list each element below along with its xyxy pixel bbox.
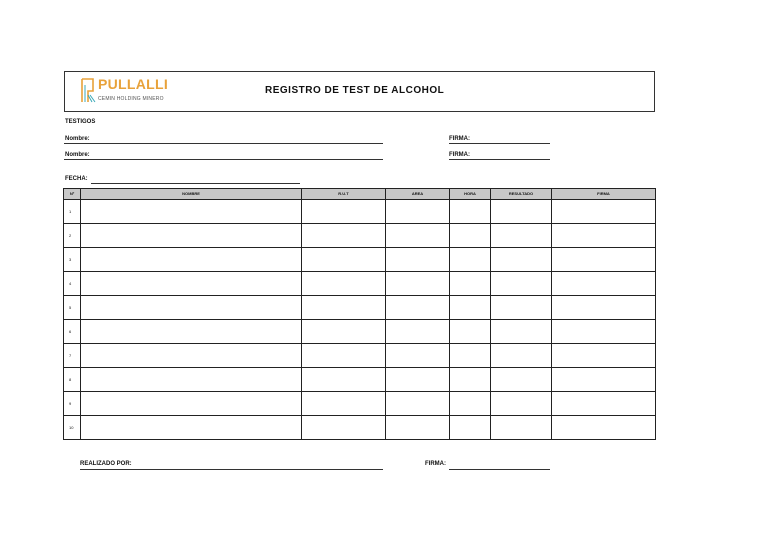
column-header-area: AREA (386, 189, 450, 200)
logo-name: PULLALLI (98, 76, 169, 92)
pullalli-logo-icon (81, 77, 96, 104)
table-header-row (64, 189, 656, 200)
table-row (64, 200, 656, 224)
signature-cell[interactable] (552, 344, 656, 368)
rut-cell[interactable] (302, 272, 386, 296)
result-cell[interactable] (491, 368, 552, 392)
performed-by-line[interactable] (80, 469, 383, 470)
witness-2-signature-line[interactable] (449, 159, 550, 160)
witness-2-signature-label: FIRMA: (449, 152, 470, 158)
table-row (64, 296, 656, 320)
area-cell[interactable] (386, 248, 450, 272)
area-cell[interactable] (386, 344, 450, 368)
column-header-signature: FIRMA (552, 189, 656, 200)
rut-cell[interactable] (302, 248, 386, 272)
result-cell[interactable] (491, 392, 552, 416)
table-row (64, 224, 656, 248)
time-cell[interactable] (450, 200, 491, 224)
column-header-rut: R.U.T (302, 189, 386, 200)
area-cell[interactable] (386, 320, 450, 344)
witnesses-label: TESTIGOS (65, 119, 96, 125)
column-header-number: Nº (64, 189, 81, 200)
signature-cell[interactable] (552, 416, 656, 440)
row-number-cell: 10 (64, 416, 81, 440)
name-cell[interactable] (81, 320, 302, 344)
witness-1-signature-line[interactable] (449, 143, 550, 144)
signature-cell[interactable] (552, 224, 656, 248)
result-cell[interactable] (491, 248, 552, 272)
area-cell[interactable] (386, 368, 450, 392)
witness-1-name-line[interactable] (64, 143, 383, 144)
result-cell[interactable] (491, 296, 552, 320)
signature-cell[interactable] (552, 248, 656, 272)
row-number-cell: 7 (64, 344, 81, 368)
area-cell[interactable] (386, 272, 450, 296)
name-cell[interactable] (81, 200, 302, 224)
date-label: FECHA: (65, 176, 88, 182)
name-cell[interactable] (81, 248, 302, 272)
row-number-cell: 2 (64, 224, 81, 248)
date-line[interactable] (91, 183, 300, 184)
name-cell[interactable] (81, 296, 302, 320)
logo-tagline: CEMIN HOLDING MINERO (98, 96, 164, 102)
alcohol-test-table (63, 188, 656, 440)
witness-1-signature-label: FIRMA: (449, 136, 470, 142)
rut-cell[interactable] (302, 368, 386, 392)
name-cell[interactable] (81, 224, 302, 248)
time-cell[interactable] (450, 272, 491, 296)
area-cell[interactable] (386, 392, 450, 416)
table-row (64, 368, 656, 392)
rut-cell[interactable] (302, 392, 386, 416)
result-cell[interactable] (491, 200, 552, 224)
result-cell[interactable] (491, 272, 552, 296)
rut-cell[interactable] (302, 320, 386, 344)
name-cell[interactable] (81, 272, 302, 296)
result-cell[interactable] (491, 224, 552, 248)
row-number-cell: 5 (64, 296, 81, 320)
time-cell[interactable] (450, 392, 491, 416)
column-header-time: HORA (450, 189, 491, 200)
signature-cell[interactable] (552, 392, 656, 416)
footer-signature-line[interactable] (449, 469, 550, 470)
table-row (64, 344, 656, 368)
area-cell[interactable] (386, 296, 450, 320)
signature-cell[interactable] (552, 272, 656, 296)
table-row (64, 272, 656, 296)
witness-2-name-line[interactable] (64, 159, 383, 160)
rut-cell[interactable] (302, 224, 386, 248)
time-cell[interactable] (450, 344, 491, 368)
name-cell[interactable] (81, 368, 302, 392)
witness-1-name-label: Nombre: (65, 136, 90, 142)
table-row (64, 248, 656, 272)
result-cell[interactable] (491, 320, 552, 344)
table-row (64, 416, 656, 440)
time-cell[interactable] (450, 368, 491, 392)
row-number-cell: 1 (64, 200, 81, 224)
time-cell[interactable] (450, 296, 491, 320)
rut-cell[interactable] (302, 200, 386, 224)
company-logo (81, 76, 171, 108)
row-number-cell: 6 (64, 320, 81, 344)
area-cell[interactable] (386, 416, 450, 440)
name-cell[interactable] (81, 416, 302, 440)
row-number-cell: 8 (64, 368, 81, 392)
column-header-result: RESULTADO (491, 189, 552, 200)
performed-by-label: REALIZADO POR: (80, 461, 132, 467)
rut-cell[interactable] (302, 416, 386, 440)
witness-2-name-label: Nombre: (65, 152, 90, 158)
row-number-cell: 9 (64, 392, 81, 416)
column-header-name: NOMBRE (81, 189, 302, 200)
rut-cell[interactable] (302, 296, 386, 320)
name-cell[interactable] (81, 344, 302, 368)
table-row (64, 392, 656, 416)
area-cell[interactable] (386, 200, 450, 224)
row-number-cell: 4 (64, 272, 81, 296)
time-cell[interactable] (450, 416, 491, 440)
name-cell[interactable] (81, 392, 302, 416)
time-cell[interactable] (450, 320, 491, 344)
row-number-cell: 3 (64, 248, 81, 272)
signature-cell[interactable] (552, 200, 656, 224)
rut-cell[interactable] (302, 344, 386, 368)
result-cell[interactable] (491, 344, 552, 368)
time-cell[interactable] (450, 248, 491, 272)
result-cell[interactable] (491, 416, 552, 440)
time-cell[interactable] (450, 224, 491, 248)
area-cell[interactable] (386, 224, 450, 248)
signature-cell[interactable] (552, 296, 656, 320)
document-title: REGISTRO DE TEST DE ALCOHOL (265, 85, 445, 96)
signature-cell[interactable] (552, 368, 656, 392)
footer-signature-label: FIRMA: (425, 461, 446, 467)
signature-cell[interactable] (552, 320, 656, 344)
table-row (64, 320, 656, 344)
